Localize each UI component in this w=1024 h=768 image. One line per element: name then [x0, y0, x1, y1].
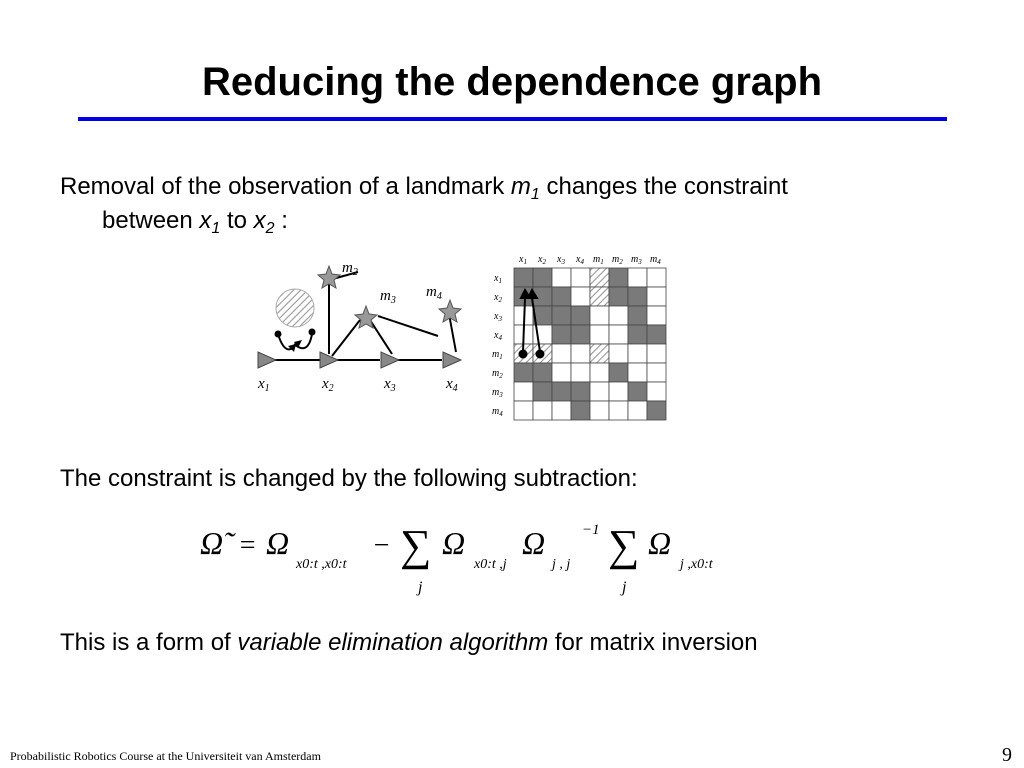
- slide-title: Reducing the dependence graph: [201, 60, 823, 104]
- matrix-cell: [628, 344, 647, 363]
- matrix-cell: [609, 287, 628, 306]
- omega-3: Ω: [522, 525, 546, 561]
- p1-text-1: Removal of the observation of a landmark: [60, 173, 511, 200]
- matrix-cell: [647, 344, 666, 363]
- sum-index-1: j: [418, 579, 423, 596]
- p1-var-x2: x: [253, 207, 266, 234]
- label-x1: $x_1$: [258, 376, 270, 394]
- matrix-cell: [609, 363, 628, 382]
- sum-2: ∑: [608, 521, 640, 570]
- p3-text-2: for matrix inversion: [548, 629, 758, 656]
- paragraph-removal-observation: [60, 170, 960, 238]
- svg-text:m3: $m_3$: [631, 254, 642, 266]
- label-x2: $x_2$: [322, 376, 334, 394]
- matrix-cell: [571, 268, 590, 287]
- matrix-cell: [571, 325, 590, 344]
- matrix-cell: [552, 287, 571, 306]
- svg-text:m3: $m_3$: [492, 387, 503, 399]
- matrix-cell: [609, 268, 628, 287]
- omega-4: Ω: [648, 525, 672, 561]
- matrix-cell: [590, 401, 609, 420]
- matrix-cell: [628, 363, 647, 382]
- slide-footer: Probabilistic Robotics Course at the Universiteit van Amsterdam: [10, 749, 321, 763]
- formula-svg: [196, 512, 736, 604]
- matrix-cell: [628, 306, 647, 325]
- omega-tilde: Ω̃: [200, 525, 224, 561]
- matrix-cell: [647, 287, 666, 306]
- matrix-cell: [590, 306, 609, 325]
- matrix-cell: [571, 306, 590, 325]
- matrix-cell: [533, 401, 552, 420]
- matrix-cell: [590, 268, 609, 287]
- pose-x2-icon: [320, 352, 338, 368]
- sum-1: ∑: [400, 521, 432, 570]
- matrix-cell: [514, 401, 533, 420]
- pose-x4-icon: [443, 352, 461, 368]
- sub-x0t-x0t: x0:t ,x0:t: [296, 557, 347, 572]
- matrix-cell: [609, 382, 628, 401]
- p1-text-4: to: [220, 207, 254, 234]
- landmark-m1-removed: [276, 289, 314, 327]
- matrix-cell: [571, 287, 590, 306]
- matrix-cell: [647, 306, 666, 325]
- p3-text-1: This is a form of: [60, 629, 238, 656]
- figure-svg: [250, 248, 680, 424]
- p1-var-x1-sub: 1: [211, 220, 221, 237]
- matrix-cell: [533, 382, 552, 401]
- p1-line-2: [60, 204, 960, 238]
- sum-index-2: j: [622, 579, 627, 596]
- omega-2: Ω: [442, 525, 466, 561]
- p1-var-x2-sub: 2: [265, 220, 275, 237]
- matrix-cell: [552, 401, 571, 420]
- matrix-cell: [552, 344, 571, 363]
- label-m2: $m_2$: [342, 260, 358, 278]
- matrix-cell: [590, 382, 609, 401]
- pose-x1-icon: [258, 352, 276, 368]
- matrix-cell: [514, 382, 533, 401]
- label-m4: $m_4$: [426, 284, 442, 302]
- minus-sign: −: [372, 530, 391, 561]
- matrix-cell: [571, 344, 590, 363]
- matrix-cell: [533, 363, 552, 382]
- page-number: 9: [1002, 744, 1012, 766]
- matrix-cell: [647, 401, 666, 420]
- p1-text-3: between: [102, 207, 200, 234]
- svg-text:m4: $m_4$: [492, 406, 503, 418]
- equals-sign: =: [238, 530, 257, 561]
- svg-text:x3: $x_3$: [494, 311, 502, 323]
- dependence-graph-figure: [250, 248, 680, 424]
- matrix-cell: [514, 363, 533, 382]
- matrix-cell: [533, 268, 552, 287]
- label-x4: $x_4$: [446, 376, 458, 394]
- p1-var-x1: x: [199, 207, 212, 234]
- svg-text:x1: $x_1$: [494, 273, 502, 285]
- information-matrix: [492, 254, 666, 420]
- sub-j-x0t: j ,x0:t: [680, 557, 713, 572]
- matrix-cell: [590, 363, 609, 382]
- matrix-cell: [571, 382, 590, 401]
- matrix-cell: [647, 382, 666, 401]
- p1-var-m: m: [510, 173, 531, 200]
- matrix-cell: [590, 344, 609, 363]
- matrix-cell: [647, 268, 666, 287]
- p3-emphasis: variable elimination algorithm: [237, 629, 549, 656]
- pose-x3-icon: [381, 352, 399, 368]
- matrix-cell: [628, 401, 647, 420]
- title-underline: [78, 117, 947, 121]
- matrix-cell: [609, 344, 628, 363]
- svg-text:x2: $x_2$: [494, 292, 502, 304]
- paragraph-subtraction: The constraint is changed by the following subtraction:: [60, 465, 638, 492]
- matrix-cell: [571, 401, 590, 420]
- label-x3: $x_3$: [384, 376, 396, 394]
- sub-jj: j , j: [552, 557, 571, 572]
- update-formula: [196, 512, 736, 604]
- svg-text:m2: $m_2$: [612, 254, 623, 266]
- paragraph-variable-elimination: [60, 626, 758, 660]
- p1-text-2: changes the constraint: [539, 173, 788, 200]
- matrix-cell: [609, 306, 628, 325]
- svg-text:x2: $x_2$: [538, 254, 546, 266]
- matrix-cell: [647, 363, 666, 382]
- omega-1: Ω: [266, 525, 290, 561]
- matrix-cell: [628, 287, 647, 306]
- svg-text:m2: $m_2$: [492, 368, 503, 380]
- matrix-cell: [552, 325, 571, 344]
- matrix-cell: [628, 268, 647, 287]
- matrix-cell: [552, 268, 571, 287]
- matrix-cell: [628, 325, 647, 344]
- matrix-cell: [647, 325, 666, 344]
- p1-var-m-sub: 1: [530, 186, 540, 203]
- svg-text:m1: $m_1$: [492, 349, 503, 361]
- p1-text-5: :: [274, 207, 288, 234]
- matrix-cell: [571, 363, 590, 382]
- svg-text:m1: $m_1$: [593, 254, 604, 266]
- svg-text:x1: $x_1$: [519, 254, 527, 266]
- matrix-cell: [590, 287, 609, 306]
- matrix-cell: [609, 325, 628, 344]
- svg-text:x4: $x_4$: [576, 254, 584, 266]
- svg-text:x4: $x_4$: [494, 330, 502, 342]
- svg-text:x3: $x_3$: [557, 254, 565, 266]
- matrix-cell: [609, 401, 628, 420]
- graph: [257, 260, 461, 394]
- svg-text:m4: $m_4$: [650, 254, 661, 266]
- matrix-cell: [552, 306, 571, 325]
- sup-inverse: −1: [582, 522, 600, 538]
- matrix-cell: [552, 382, 571, 401]
- matrix-cell: [552, 363, 571, 382]
- matrix-cell: [590, 325, 609, 344]
- label-m3: $m_3$: [380, 288, 396, 306]
- matrix-cell: [628, 382, 647, 401]
- matrix-cell: [514, 268, 533, 287]
- sub-x0t-j: x0:t ,j: [474, 557, 507, 572]
